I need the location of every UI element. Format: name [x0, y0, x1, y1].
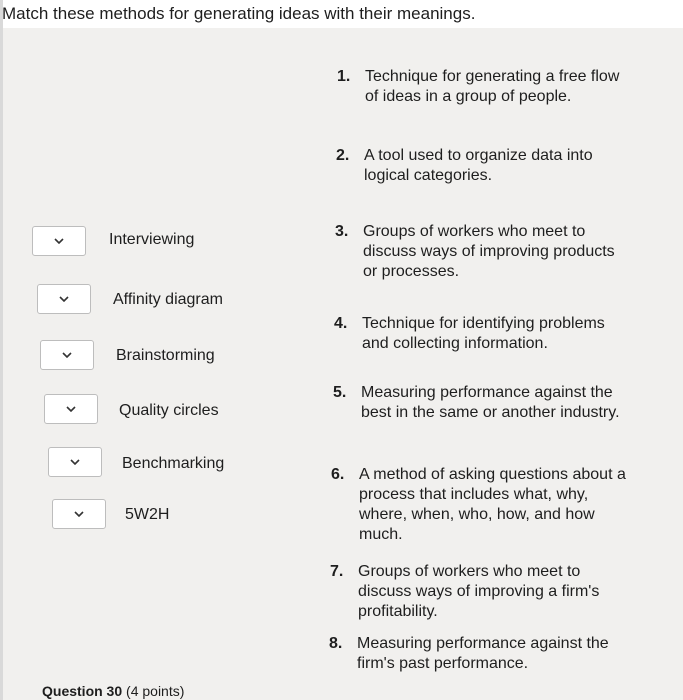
match-select-2[interactable]	[37, 284, 91, 314]
definition-number: 6.	[331, 466, 345, 483]
definition-number: 3.	[335, 223, 349, 240]
definition-text: Groups of workers who meet to discuss ways of improving products or processes.	[363, 223, 615, 280]
definition-number: 7.	[330, 563, 344, 580]
definition-text: A tool used to organize data into logical categories.	[364, 147, 593, 184]
match-select-6[interactable]	[52, 499, 106, 529]
chevron-down-icon	[70, 459, 80, 465]
term-label-3: Brainstorming	[116, 347, 215, 364]
definition-text: Technique for generating a free flow of ideas in a group of people.	[365, 68, 620, 105]
match-select-5[interactable]	[48, 447, 102, 477]
definition-number: 2.	[336, 147, 350, 164]
definition-text: A method of asking questions about a process that includes what, why, where, when, who, how, and how much.	[359, 466, 626, 543]
term-label-6: 5W2H	[125, 506, 170, 523]
chevron-down-icon	[54, 238, 64, 244]
match-select-4[interactable]	[44, 394, 98, 424]
definition-number: 4.	[334, 315, 348, 332]
definition-text: Technique for identifying problems and collecting information.	[362, 315, 605, 352]
term-label-4: Quality circles	[119, 402, 219, 419]
left-edge	[0, 0, 3, 700]
match-select-3[interactable]	[40, 340, 94, 370]
definition-text: Measuring performance against the best in the same or another industry.	[361, 384, 620, 421]
chevron-down-icon	[74, 511, 84, 517]
chevron-down-icon	[62, 352, 72, 358]
chevron-down-icon	[59, 296, 69, 302]
chevron-down-icon	[66, 406, 76, 412]
match-select-1[interactable]	[32, 226, 86, 256]
term-label-5: Benchmarking	[122, 455, 225, 472]
next-question-heading	[42, 683, 184, 699]
term-label-2: Affinity diagram	[113, 291, 223, 308]
definition-number: 5.	[333, 384, 347, 401]
definition-text: Measuring performance against the firm's past performance.	[357, 635, 609, 672]
term-label-1: Interviewing	[109, 231, 195, 248]
question-prompt: Match these methods for generating ideas with their meanings.	[2, 4, 476, 23]
definition-number: 8.	[329, 635, 343, 652]
definition-text: Groups of workers who meet to discuss ways of improving a firm's profitability.	[358, 563, 600, 620]
definition-number: 1.	[337, 68, 351, 85]
next-question-points: (4 points)	[126, 683, 185, 699]
next-question-label: Question 30	[42, 683, 123, 699]
